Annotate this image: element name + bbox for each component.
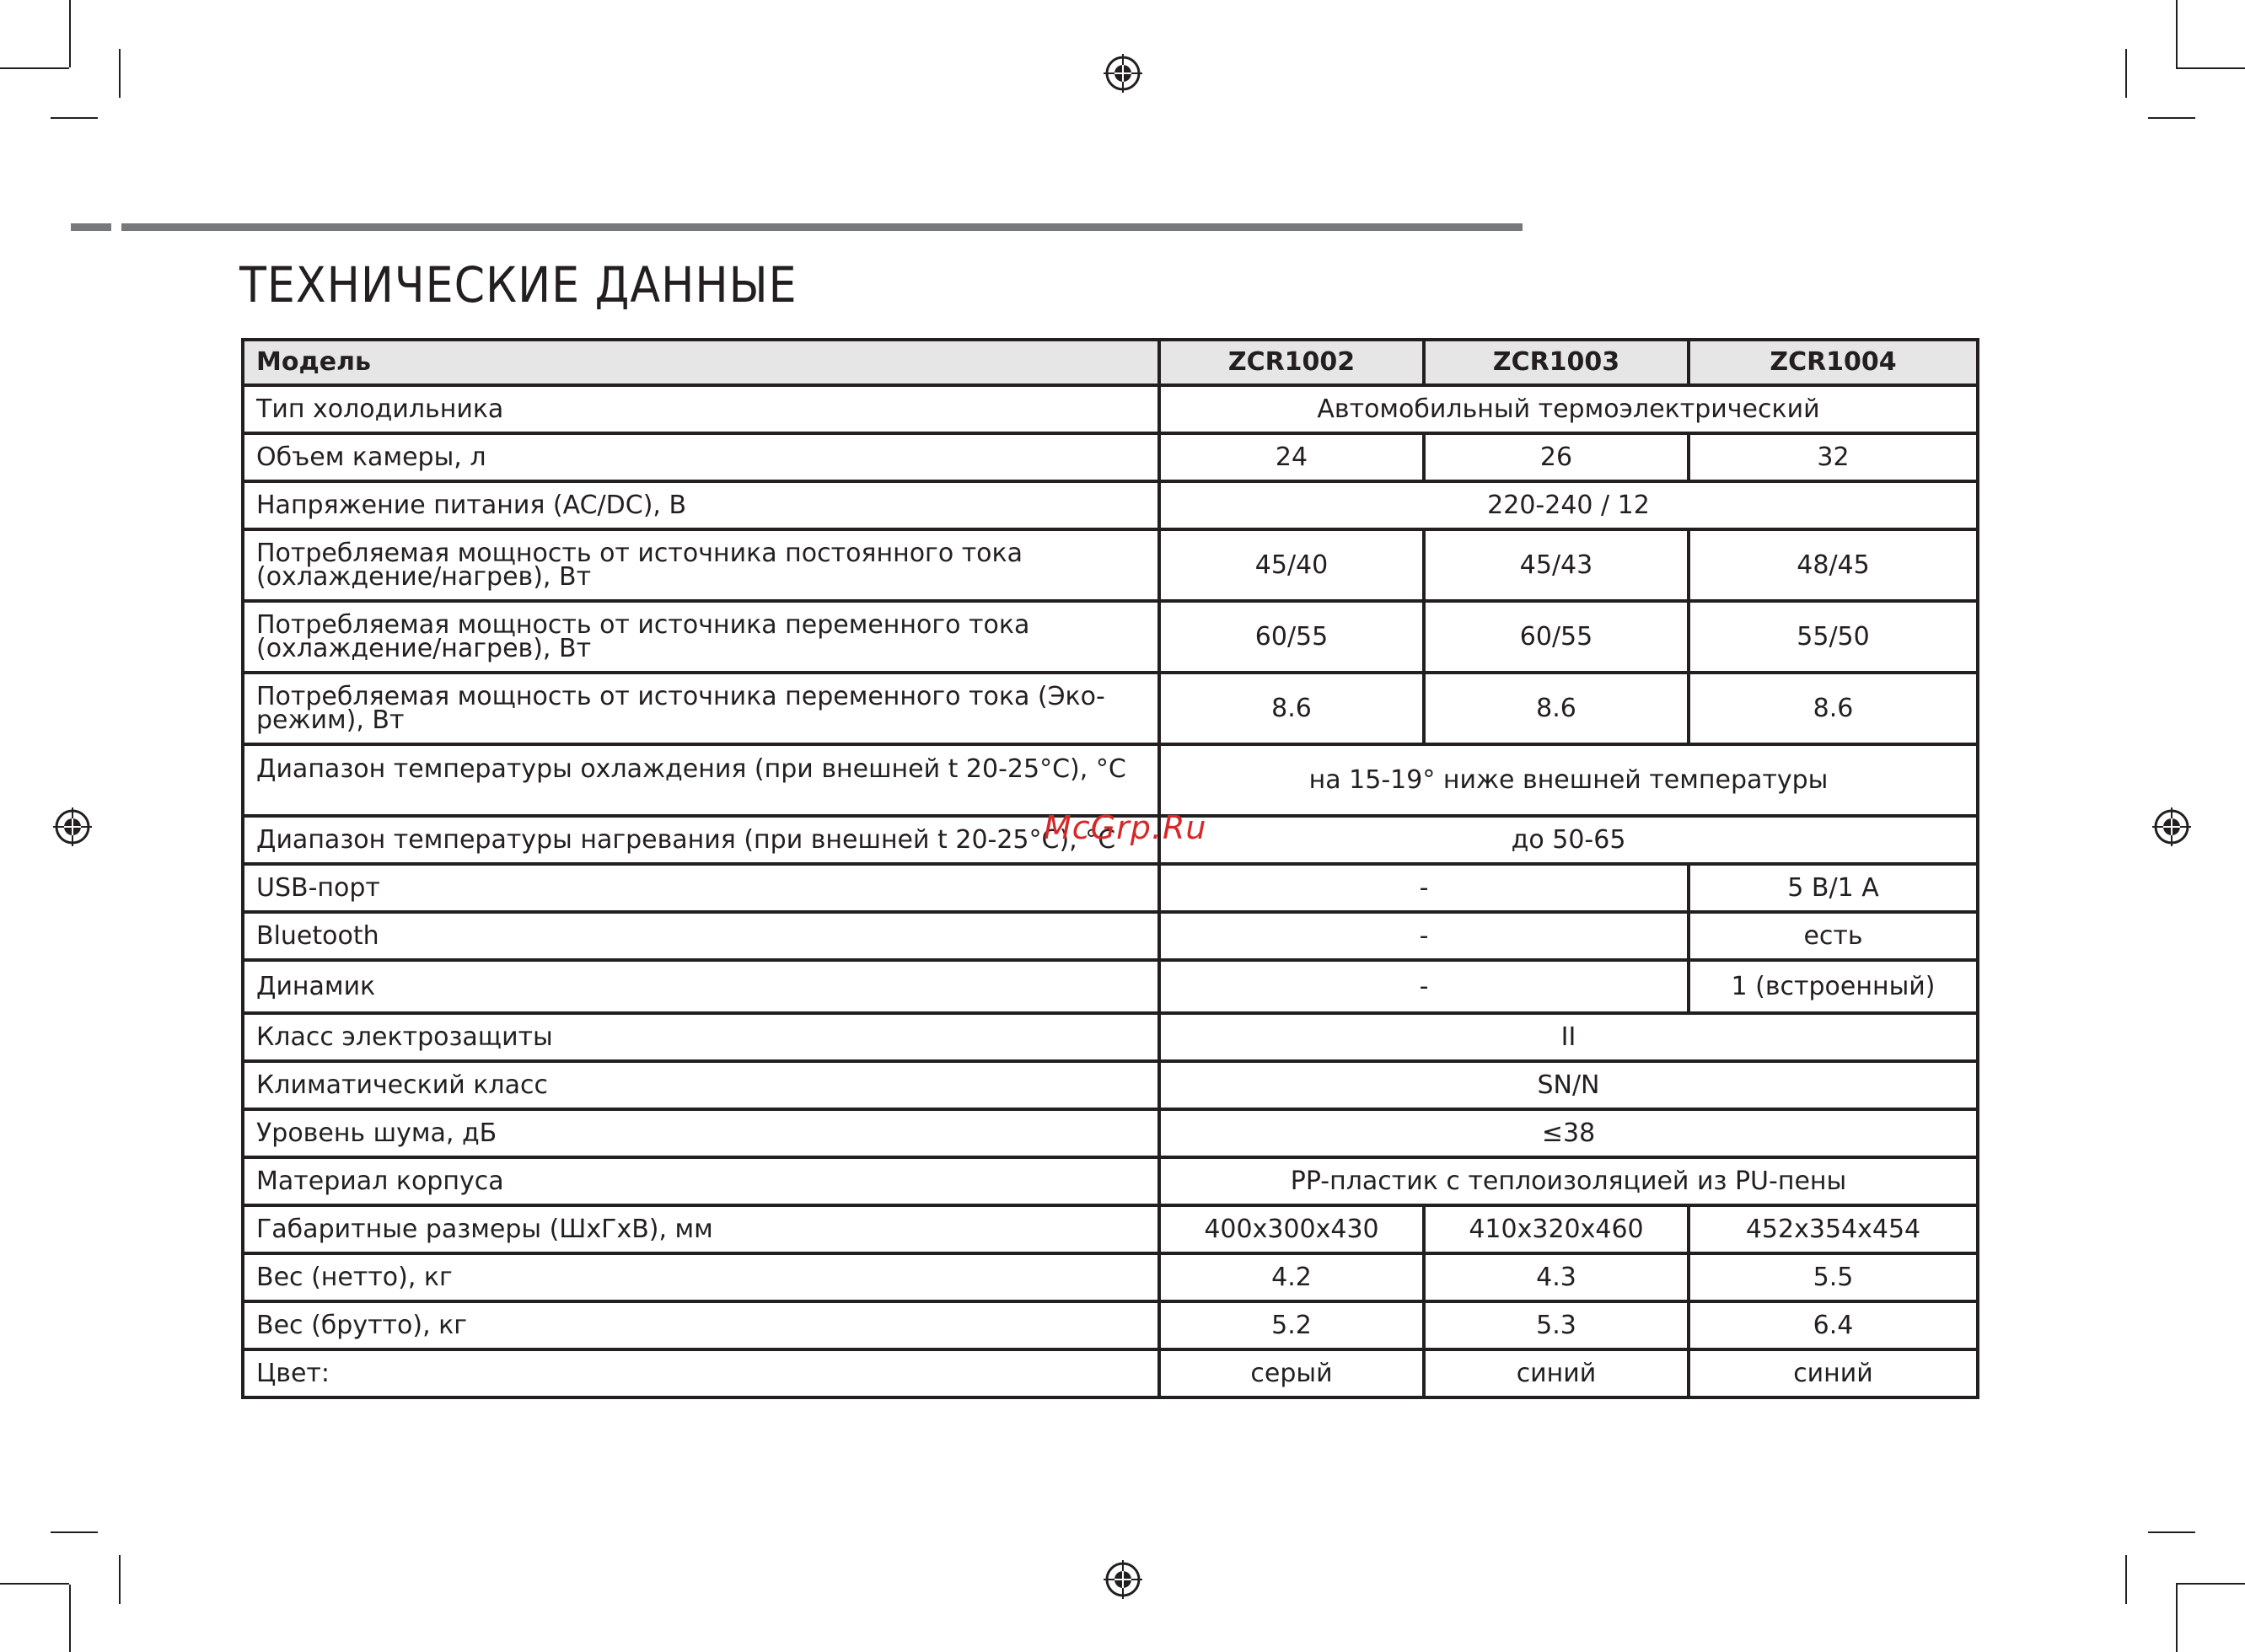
row-value: синий xyxy=(1689,1349,1978,1397)
table-row xyxy=(243,385,1978,433)
crop-mark xyxy=(69,1585,71,1652)
crop-mark xyxy=(2125,49,2127,98)
row-label: USB-порт xyxy=(243,864,1159,912)
row-label: Потребляемая мощность от источника переменного тока (Эко-режим), Вт xyxy=(243,673,1159,744)
row-label: Климатический класс xyxy=(243,1061,1159,1109)
row-label: Класс электрозащиты xyxy=(243,1013,1159,1061)
table-row xyxy=(243,912,1978,960)
crosshair-target-icon xyxy=(1104,54,1142,93)
row-value: 24 xyxy=(1159,433,1424,481)
crop-mark xyxy=(51,117,98,119)
table-header-row xyxy=(243,340,1978,385)
row-value: серый xyxy=(1159,1349,1424,1397)
row-value: 6.4 xyxy=(1689,1301,1978,1349)
row-label: Тип холодильника xyxy=(243,385,1159,433)
crosshair-target-icon xyxy=(53,807,92,846)
header-model: ZCR1002 xyxy=(1159,340,1424,385)
table-row xyxy=(243,1013,1978,1061)
header-model: ZCR1004 xyxy=(1689,340,1978,385)
row-value: синий xyxy=(1424,1349,1689,1397)
row-label: Диапазон температуры нагревания (при внешней t 20-25°С), °С xyxy=(243,816,1159,864)
table-row xyxy=(243,1301,1978,1349)
row-value: 8.6 xyxy=(1689,673,1978,744)
row-value: 5.5 xyxy=(1689,1253,1978,1301)
row-value: 5.2 xyxy=(1159,1301,1424,1349)
table-row xyxy=(243,960,1978,1013)
row-value: 8.6 xyxy=(1424,673,1689,744)
row-value: 48/45 xyxy=(1689,529,1978,601)
crop-mark xyxy=(51,1531,98,1533)
row-label: Цвет: xyxy=(243,1349,1159,1397)
row-value: 410x320x460 xyxy=(1424,1205,1689,1253)
header-rule-long xyxy=(121,223,1523,231)
crop-mark xyxy=(2176,1585,2178,1652)
row-label: Материал корпуса xyxy=(243,1157,1159,1205)
row-value: на 15-19° ниже внешней температуры xyxy=(1159,744,1978,816)
row-value: 60/55 xyxy=(1159,601,1424,673)
crosshair-target-icon xyxy=(1104,1560,1142,1599)
row-value: ≤38 xyxy=(1159,1109,1978,1157)
crosshair-target-icon xyxy=(2152,807,2191,846)
row-value: 55/50 xyxy=(1689,601,1978,673)
table-row xyxy=(243,744,1978,816)
row-value: до 50-65 xyxy=(1159,816,1978,864)
row-value: 5.3 xyxy=(1424,1301,1689,1349)
crop-mark xyxy=(69,0,71,67)
row-value: II xyxy=(1159,1013,1978,1061)
row-label: Вес (брутто), кг xyxy=(243,1301,1159,1349)
row-value: 8.6 xyxy=(1159,673,1424,744)
table-row xyxy=(243,433,1978,481)
crop-mark xyxy=(2176,1583,2245,1585)
row-label: Габаритные размеры (ШхГхВ), мм xyxy=(243,1205,1159,1253)
row-value: Автомобильный термоэлектрический xyxy=(1159,385,1978,433)
row-value: SN/N xyxy=(1159,1061,1978,1109)
crop-mark xyxy=(2148,117,2195,119)
header-model: ZCR1003 xyxy=(1424,340,1689,385)
crop-mark xyxy=(119,49,121,98)
watermark: McGrp.Ru xyxy=(1044,809,1207,846)
crop-mark xyxy=(0,67,69,69)
table-row xyxy=(243,1349,1978,1397)
table-row xyxy=(243,1061,1978,1109)
table-row xyxy=(243,1109,1978,1157)
row-value: 4.3 xyxy=(1424,1253,1689,1301)
row-value: 32 xyxy=(1689,433,1978,481)
row-value: есть xyxy=(1689,912,1978,960)
crop-mark xyxy=(0,1583,69,1585)
row-label: Потребляемая мощность от источника постоянного тока (охлаждение/нагрев), Вт xyxy=(243,529,1159,601)
row-label: Динамик xyxy=(243,960,1159,1013)
crop-mark xyxy=(119,1555,121,1604)
row-value: 220-240 / 12 xyxy=(1159,481,1978,529)
row-value: - xyxy=(1159,864,1689,912)
row-label: Уровень шума, дБ xyxy=(243,1109,1159,1157)
row-label: Потребляемая мощность от источника переменного тока (охлаждение/нагрев), Вт xyxy=(243,601,1159,673)
row-value: 452x354x454 xyxy=(1689,1205,1978,1253)
page-title: ТЕХНИЧЕСКИЕ ДАННЫЕ xyxy=(239,256,798,314)
row-value: PP-пластик с теплоизоляцией из PU-пены xyxy=(1159,1157,1978,1205)
row-label: Bluetooth xyxy=(243,912,1159,960)
table-row xyxy=(243,1205,1978,1253)
crop-mark xyxy=(2176,0,2178,67)
crop-mark xyxy=(2176,67,2245,69)
spec-table xyxy=(241,338,1979,1399)
row-label: Напряжение питания (AC/DC), В xyxy=(243,481,1159,529)
row-value: 26 xyxy=(1424,433,1689,481)
row-value: 400x300x430 xyxy=(1159,1205,1424,1253)
row-value: 4.2 xyxy=(1159,1253,1424,1301)
row-label: Диапазон температуры охлаждения (при внешней t 20-25°С), °С xyxy=(243,744,1159,816)
table-row xyxy=(243,529,1978,601)
header-label: Модель xyxy=(243,340,1159,385)
table-row xyxy=(243,481,1978,529)
table-row xyxy=(243,864,1978,912)
table-row xyxy=(243,601,1978,673)
row-value: 5 В/1 А xyxy=(1689,864,1978,912)
row-value: 45/43 xyxy=(1424,529,1689,601)
row-label: Вес (нетто), кг xyxy=(243,1253,1159,1301)
row-value: - xyxy=(1159,960,1689,1013)
row-value: 45/40 xyxy=(1159,529,1424,601)
table-row xyxy=(243,1157,1978,1205)
header-rule-short xyxy=(71,223,111,231)
crop-mark xyxy=(2148,1531,2195,1533)
row-value: 1 (встроенный) xyxy=(1689,960,1978,1013)
table-row xyxy=(243,1253,1978,1301)
row-label: Объем камеры, л xyxy=(243,433,1159,481)
crop-mark xyxy=(2125,1555,2127,1604)
row-value: 60/55 xyxy=(1424,601,1689,673)
table-row xyxy=(243,673,1978,744)
row-value: - xyxy=(1159,912,1689,960)
